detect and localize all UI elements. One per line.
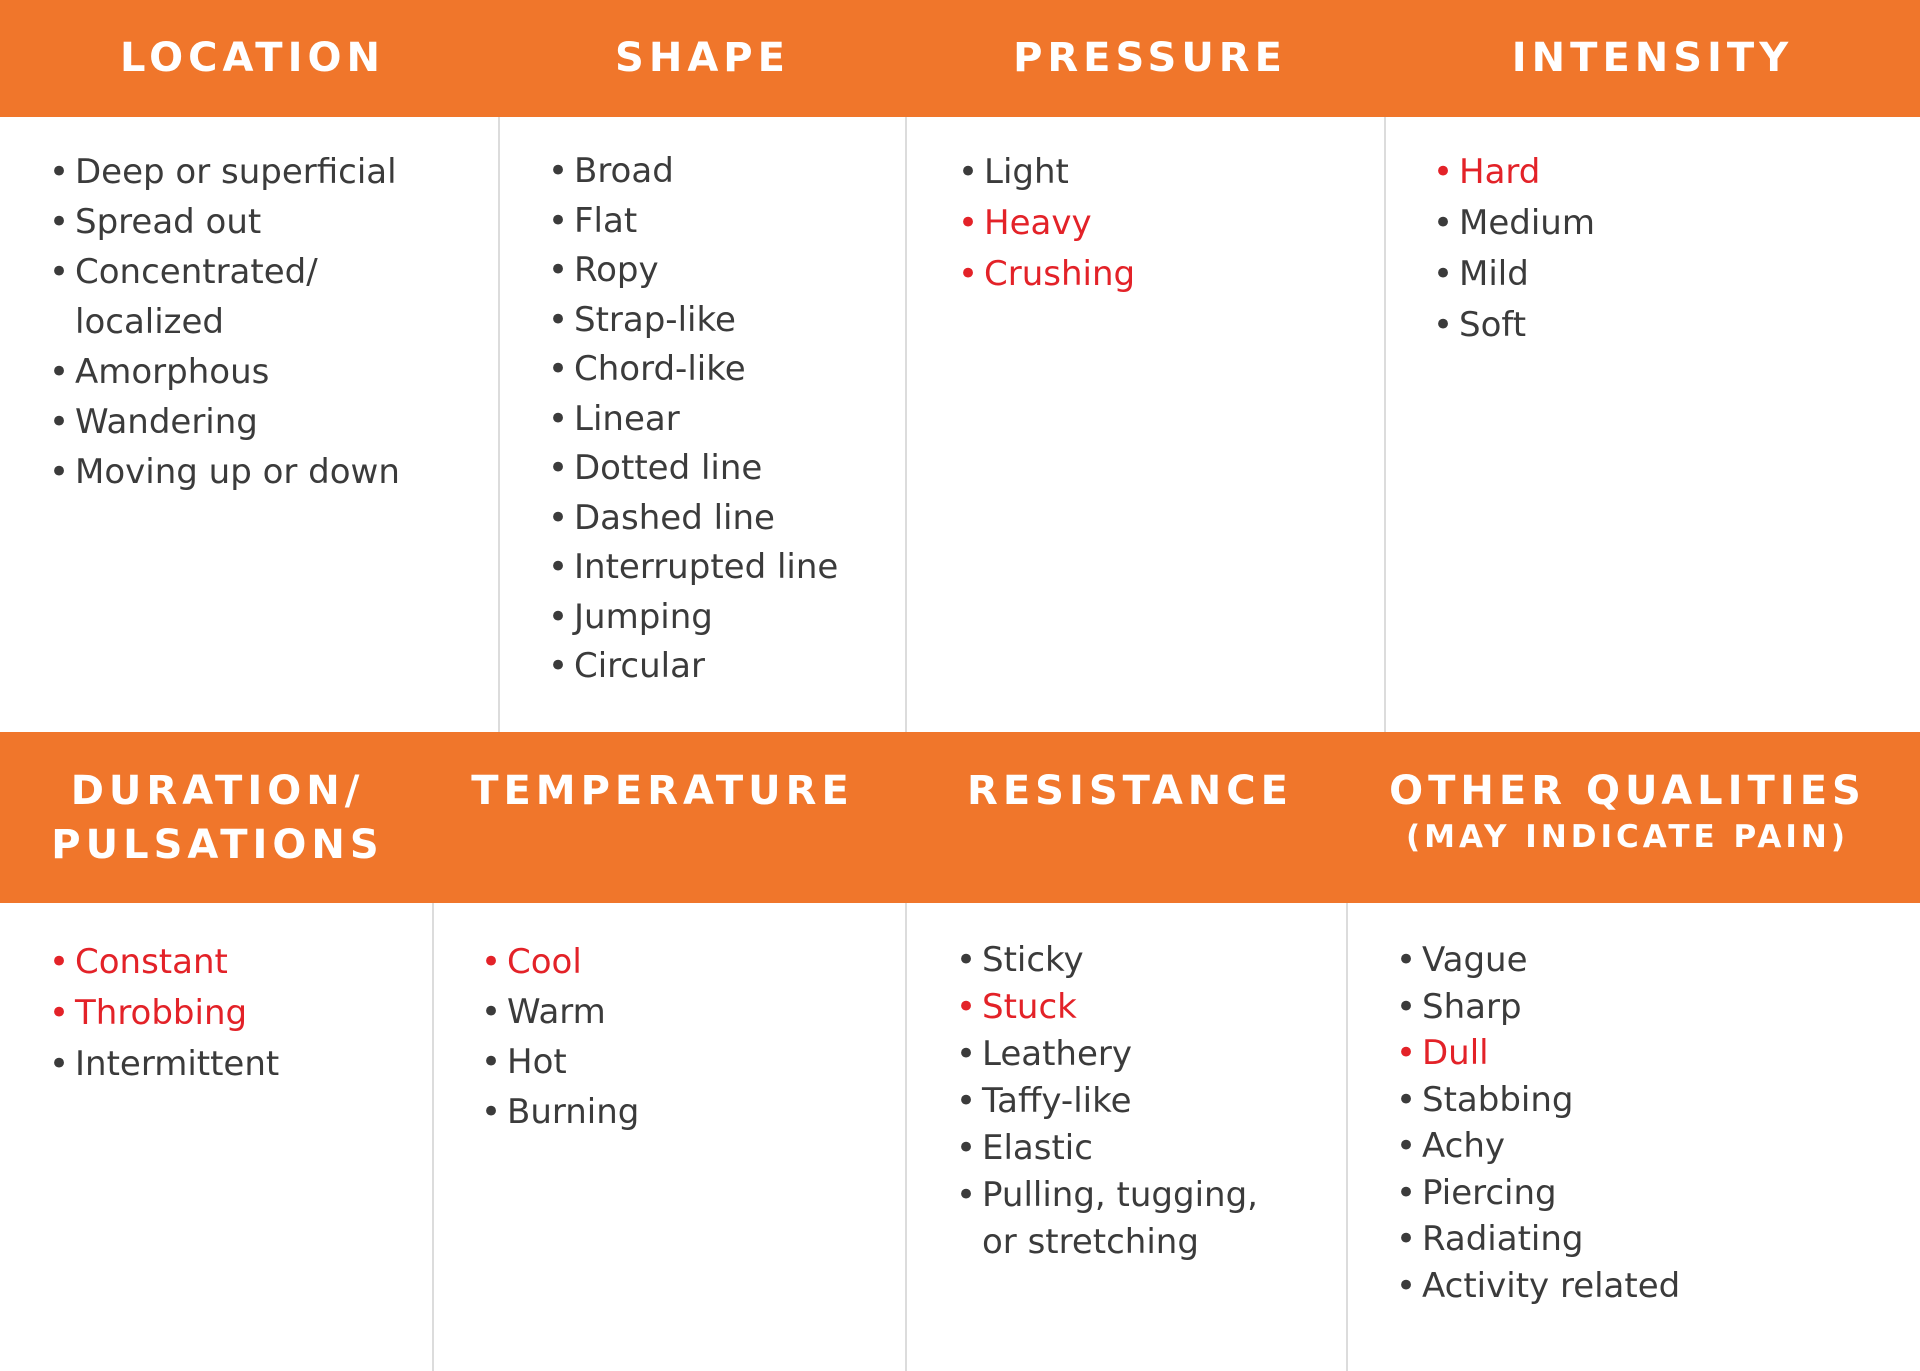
list-item: • Pulling, tugging, or stretching — [956, 1172, 1341, 1266]
heading-temperature: TEMPERATURE — [471, 768, 854, 814]
divider-bottom-1 — [432, 903, 434, 1371]
list-item: • Mild — [1433, 249, 1913, 300]
list-item: • Achy — [1396, 1123, 1911, 1170]
list-item: • Chord-like — [548, 345, 898, 395]
list-item: • Crushing — [958, 249, 1378, 300]
list-item: • Deep or superficial — [49, 147, 489, 197]
list-item: • Elastic — [956, 1125, 1341, 1172]
heading-pressure: PRESSURE — [1013, 35, 1287, 81]
list-item: • Sticky — [956, 937, 1341, 984]
divider-bottom-3 — [1346, 903, 1348, 1371]
list-item: • Heavy — [958, 198, 1378, 249]
list-item: • Medium — [1433, 198, 1913, 249]
list-item: • Intermittent — [49, 1039, 424, 1090]
heading-duration-pulsations — [0, 764, 435, 872]
list-shape — [548, 147, 898, 692]
heading-other-qualities — [1345, 764, 1910, 856]
list-item: • Stuck — [956, 984, 1341, 1031]
list-item: • Cool — [481, 937, 896, 987]
heading-resistance: RESISTANCE — [967, 768, 1293, 814]
list-temperature — [481, 937, 896, 1137]
list-item: • Hard — [1433, 147, 1913, 198]
list-item: • Warm — [481, 987, 896, 1037]
list-item: • Broad — [548, 147, 898, 197]
divider-bottom-2 — [905, 903, 907, 1371]
list-item: • Leathery — [956, 1031, 1341, 1078]
list-location — [49, 147, 489, 497]
list-item: • Piercing — [1396, 1170, 1911, 1217]
list-duration-pulsations — [49, 937, 424, 1090]
list-item: • Interrupted line — [548, 543, 898, 593]
list-item: • Wandering — [49, 397, 489, 447]
heading-duration: DURATION/ — [70, 768, 365, 814]
list-item: • Light — [958, 147, 1378, 198]
list-resistance — [956, 937, 1341, 1266]
list-item: • Flat — [548, 197, 898, 247]
divider-top-3 — [1384, 117, 1386, 732]
heading-other-qualities-title: OTHER QUALITIES — [1389, 768, 1866, 814]
list-item: • Concentrated/ localized — [49, 247, 489, 347]
list-item: • Circular — [548, 642, 898, 692]
list-item: • Jumping — [548, 593, 898, 643]
heading-location: LOCATION — [120, 35, 385, 81]
list-item: • Throbbing — [49, 988, 424, 1039]
list-item: • Soft — [1433, 300, 1913, 351]
divider-top-2 — [905, 117, 907, 732]
list-item: • Linear — [548, 395, 898, 445]
heading-shape: SHAPE — [615, 35, 790, 81]
list-other-qualities — [1396, 937, 1911, 1309]
list-item: • Stabbing — [1396, 1077, 1911, 1124]
list-item: • Dull — [1396, 1030, 1911, 1077]
divider-top-1 — [498, 117, 500, 732]
list-item: • Taffy-like — [956, 1078, 1341, 1125]
list-pressure — [958, 147, 1378, 300]
list-item: • Vague — [1396, 937, 1911, 984]
list-item: • Dotted line — [548, 444, 898, 494]
list-item: • Radiating — [1396, 1216, 1911, 1263]
list-item: • Strap-like — [548, 296, 898, 346]
list-item: • Burning — [481, 1087, 896, 1137]
list-item: • Dashed line — [548, 494, 898, 544]
list-intensity — [1433, 147, 1913, 351]
list-item: • Constant — [49, 937, 424, 988]
list-item: • Moving up or down — [49, 447, 489, 497]
heading-other-qualities-subtitle: (MAY INDICATE PAIN) — [1406, 819, 1849, 855]
list-item: • Sharp — [1396, 984, 1911, 1031]
list-item: • Ropy — [548, 246, 898, 296]
list-item: • Hot — [481, 1037, 896, 1087]
list-item: • Amorphous — [49, 347, 489, 397]
heading-pulsations: PULSATIONS — [51, 822, 384, 868]
heading-intensity: INTENSITY — [1511, 35, 1794, 81]
list-item: • Spread out — [49, 197, 489, 247]
list-item: • Activity related — [1396, 1263, 1911, 1310]
